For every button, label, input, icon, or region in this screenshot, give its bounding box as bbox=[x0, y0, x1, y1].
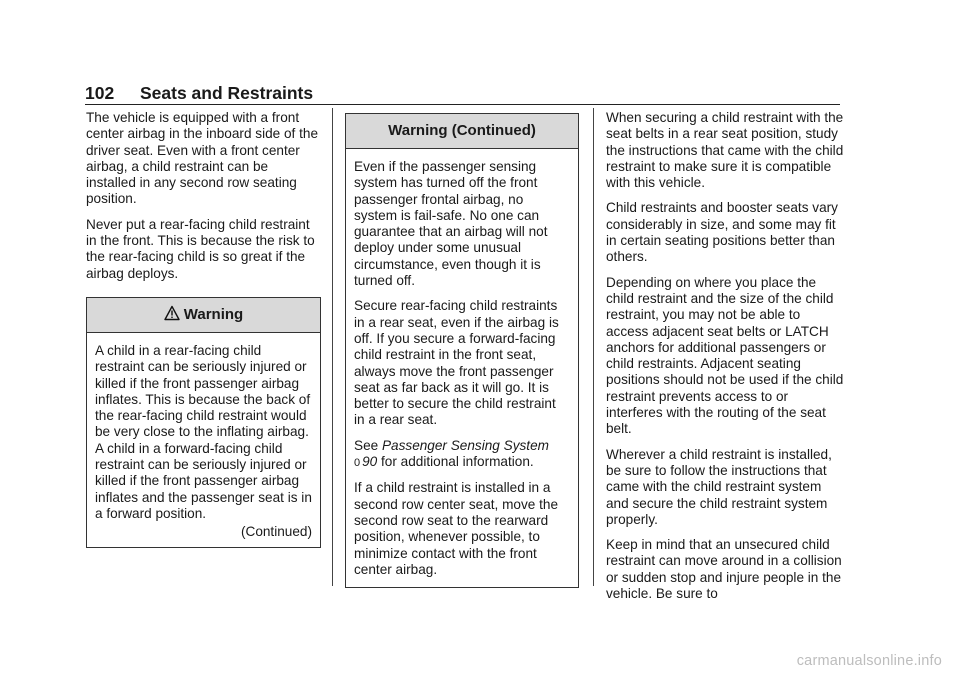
warning-text: A child in a rear-facing child restraint can be seriously injured or killed if the front passenger airbag inflates. This is because the back of the rear-facing child restraint would be very close to the inflating airbag. A child in a forward-facing child restraint can be seriously injured or killed if the front passenger airbag inflates and the passenger seat is in a forward position. bbox=[95, 342, 312, 521]
body-paragraph: Never put a rear-facing child restraint in the front. This is because the risk to the rear-facing child is so great if the airbag deploys. bbox=[86, 216, 315, 281]
body-paragraph: The vehicle is equipped with a front center airbag in the inboard side of the driver seat. Even with a front center airbag, a child restraint can be installed in any second row seating position. bbox=[86, 110, 319, 207]
body-paragraph: Wherever a child restraint is installed, be sure to follow the instructions that came with the child restraint system and secure the child restraint system properly. bbox=[606, 446, 832, 527]
watermark: carmanualsonline.info bbox=[796, 653, 942, 669]
column-1 bbox=[86, 110, 321, 548]
page-number: 102 bbox=[85, 83, 115, 103]
cross-reference-link[interactable]: Passenger Sensing System bbox=[381, 437, 549, 453]
warning-box bbox=[86, 297, 321, 548]
warning-title-bar bbox=[87, 298, 320, 333]
warning-title-bar: Warning (Continued) bbox=[346, 114, 578, 149]
cross-reference-page[interactable]: 90 bbox=[362, 454, 378, 470]
warning-box-continued bbox=[345, 113, 579, 588]
section-title: Seats and Restraints bbox=[140, 83, 314, 103]
column-divider bbox=[593, 108, 594, 586]
header-divider bbox=[85, 104, 840, 105]
body-paragraph: Keep in mind that an unsecured child restraint can move around in a collision or sudden stop and injure people in the vehicle. Be sure to bbox=[606, 537, 842, 602]
page-arrow-icon: 0 bbox=[354, 457, 361, 470]
see-prefix: See bbox=[354, 437, 379, 453]
cross-reference bbox=[354, 438, 570, 472]
see-suffix: for additional information. bbox=[381, 454, 534, 470]
warning-title: Warning bbox=[183, 305, 244, 323]
column-2 bbox=[345, 113, 579, 588]
warning-triangle-icon bbox=[164, 305, 180, 321]
warning-text: If a child restraint is installed in a second row center seat, move the second row seat to the rearward position, whenever possible, to minimize contact with the front center airbag. bbox=[354, 480, 559, 577]
column-divider bbox=[332, 108, 333, 586]
continued-label: (Continued) bbox=[240, 524, 312, 540]
body-paragraph: When securing a child restraint with the seat belts in a rear seat position, study the instructions that came with the child restraint to make sure it is compatible with this vehicle. bbox=[606, 110, 844, 191]
page-header bbox=[85, 82, 840, 104]
warning-text: Secure rear-facing child restraints in a rear seat, even if the airbag is off. If you secure a forward-facing child restraint in the front seat, always move the front passenger seat as far back as it will go. It is better to secure the child restraint in a rear seat. bbox=[354, 298, 559, 428]
body-paragraph: Depending on where you place the child restraint and the size of the child restraint, you may not be able to access adjacent seat belts or LATCH anchors for additional passengers or child restraints. Adjacent seating positions should not be used if the child restraint prevents access to or interferes with the routing of the seat belt. bbox=[606, 274, 844, 437]
warning-text: Even if the passenger sensing system has turned off the front passenger frontal airbag, no system is fail-safe. No one can guarantee that an airbag will not deploy under some unusual circumstance, even though it is turned off. bbox=[354, 159, 548, 289]
column-3 bbox=[606, 110, 846, 611]
body-paragraph: Child restraints and booster seats vary considerably in size, and some may fit in certain seating positions better than others. bbox=[606, 200, 838, 265]
